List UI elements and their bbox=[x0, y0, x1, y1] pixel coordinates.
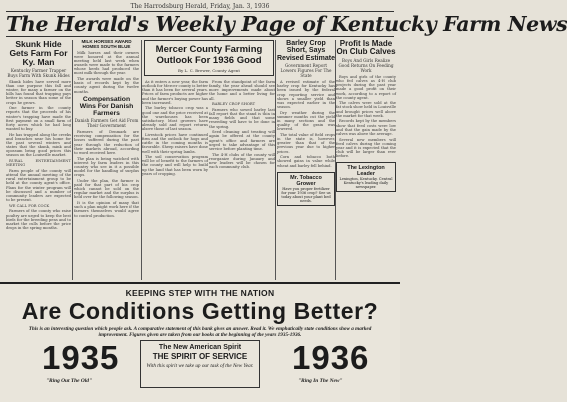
article-body bbox=[142, 80, 208, 176]
article-headline: Profit Is Made On Club Calves bbox=[336, 39, 396, 57]
ring-in-caption: "Ring In The New" bbox=[298, 378, 343, 384]
paragraph: Corn and tobacco both showed gains in value while wheat and barley fell behind. bbox=[277, 155, 335, 168]
article-subhead: Boys And Girls Realize Good Returns On Feeding Work bbox=[338, 57, 394, 73]
ad-kicker: KEEPING STEP WITH THE NATION bbox=[125, 288, 275, 298]
article-subhead: Government Report Lowers Figures For The State bbox=[280, 63, 332, 79]
paragraph: Seed cleaning and treating will again be offered at the county agent's office and farmers are urged to take advantage of this service before planting time. bbox=[209, 130, 275, 151]
paragraph: He has trapped along the creeks and branches near his home for the past several winters and states that the skunk, mink and opossum bring good prices this season on the Louisville market. bbox=[6, 132, 71, 158]
paragraph: The total value of field crops in the state is, however, greater than that of the previous year due to higher prices. bbox=[277, 133, 335, 154]
paragraph: BARLEY CROP SHORT bbox=[212, 102, 256, 107]
article-headline: Compensation Wins For Danish Farmers bbox=[79, 95, 134, 117]
spirit-text: With this spirit we take up our task of the New Year. bbox=[146, 363, 254, 369]
paragraph: From the standpoint of the farm family, the year ahead should see more improvements made about the home and a better living for all. bbox=[209, 80, 275, 101]
ad-headline: Are Conditions Getting Better? bbox=[21, 298, 379, 324]
paragraph: Several new members will feed calves during the coming year and it is expected that the club will be larger than ever before. bbox=[336, 137, 396, 159]
masthead-rule bbox=[6, 36, 394, 37]
article-subhead: Kentucky Farmer Trapper Buys Farm With Skunk Hides bbox=[7, 67, 70, 78]
leader-ad bbox=[336, 162, 396, 192]
article-body bbox=[277, 80, 335, 168]
column-divider bbox=[72, 40, 73, 280]
paragraph: The awards were made on the basis of records kept by the county agent during the twelve months. bbox=[74, 77, 139, 94]
paragraph: It is the opinion of many that such a plan might work here if the farmers themselves would agree to control production. bbox=[74, 201, 139, 218]
column-divider bbox=[275, 40, 276, 280]
article-body bbox=[74, 51, 139, 94]
paragraph: The soil conservation program will be of benefit to the farmers of the county and will help to build up the land that has been worn by years of cropping. bbox=[142, 155, 208, 176]
paragraph: Records kept by the members show that feed costs were low and that the gain made by the calves was above the average. bbox=[336, 119, 396, 136]
paragraph: WE CALL FOR COCK bbox=[9, 203, 50, 208]
paragraph: Farm people of the county will attend the annual meeting of the rural entertainment group to be held at the county agent's office. Plans for the winter program will be discussed and a number of community leaders are expected to be present. bbox=[6, 168, 71, 203]
paragraph: Under the plan, the farmer is paid for that part of his crop which cannot be sold on the regular market and the surplus is held over for the following season. bbox=[74, 178, 139, 200]
paragraph: Dry weather during the summer months cut the yield in many sections and the quality of the grain was lowered. bbox=[277, 110, 335, 132]
paragraph: The calves were sold at the fat stock show held in Louisville and brought prices well above the market for that week. bbox=[336, 101, 397, 118]
ad-headline: The Lexington Leader bbox=[347, 165, 385, 178]
article-headline: Skunk Hide Gets Farm For Ky. Man bbox=[9, 39, 68, 67]
paragraph: Skunk hides have served more than one purpose this fall and winter, for many a farmer on the hills has found that trapping pays better in season than some of the crops he grows. bbox=[6, 79, 71, 105]
paragraph: Boys and girls of the county who fed calves as 4-H club projects during the past year made a good profit on their work, according to a report of the county agent. bbox=[336, 74, 396, 100]
folio-line: The Harrodsburg Herald, Friday, Jan. 3, 1936 bbox=[130, 3, 270, 10]
paragraph: One farmer in the county reports that the proceeds of his winter's trapping have made the first payment on a small farm of forty acres which he had long wanted to buy. bbox=[6, 106, 71, 132]
article-body bbox=[336, 75, 396, 158]
ring-out-caption: "Ring Out The Old" bbox=[46, 378, 92, 384]
ad-body: Have you proper fertilizer for your 1936 crop? See us today about your plant bed needs. bbox=[281, 186, 331, 203]
paragraph: Farmers who sowed barley last fall report that the stand is thin in many fields and that some reseeding will have to be done in the spring. bbox=[209, 107, 275, 129]
paragraph: RURAL ENTERTAINMENT MEETING bbox=[6, 159, 71, 168]
spirit-subtitle: THE SPIRIT OF SERVICE bbox=[152, 352, 248, 361]
paragraph: Farmers of Denmark are receiving compensation for the losses suffered during the past year through the reduction of their markets abroad, according to word received here. bbox=[74, 130, 139, 155]
featured-headline: Mercer County Farming Outlook For 1936 Good bbox=[155, 44, 263, 66]
featured-byline: By L. C. Brewer, County Agent bbox=[178, 68, 240, 73]
paragraph: Milk horses and their owners were honored at the annual meeting held last week when awards were made to the farmers whose herds had produced the most milk through the year. bbox=[74, 50, 139, 76]
article-headline: MILK HORSES AWARD bbox=[81, 39, 132, 44]
year-right: 1936 bbox=[292, 339, 370, 376]
paragraph: Livestock prices have continued firm and the outlook for hogs and cattle in the coming months is favorable. Sheep raisers have done well with their spring lambs. bbox=[142, 132, 208, 154]
spirit-title: The New American Spirit bbox=[158, 344, 242, 351]
article-body bbox=[6, 80, 71, 230]
paragraph: As it enters a new year, the farm outlook for Mercer county is better than it has been for several years. Prices of farm products are higher and the farmer's buying power has been increased. bbox=[142, 80, 208, 105]
tobacco-ad bbox=[277, 172, 335, 206]
featured-headline-box bbox=[144, 40, 274, 76]
article-headline: HOMES SOUTH BLUE bbox=[82, 43, 131, 49]
bank-advertisement bbox=[0, 282, 400, 402]
spirit-box bbox=[140, 340, 260, 388]
paragraph: The plan is being watched with interest by farm leaders in this country who see in it a possible model for the handling of surplus crops. bbox=[74, 156, 139, 178]
paragraph: Farmers of the county who raise poultry are urged to keep the best birds for the breeding pens and to market the culls before the price drops in the spring months. bbox=[6, 209, 71, 230]
paragraph: A revised estimate of the barley crop for Kentucky has been issued by the federal crop reporting service and shows a smaller yield than was expected earlier in the season. bbox=[277, 80, 335, 110]
paragraph: The 4-H clubs of the county will reorganize during January and new leaders will be chosen for each community club. bbox=[209, 152, 275, 169]
ad-lede: This is an interesting question which people ask. A comparative statement of this bank gives an answer. Read it. We emphatically state conditions show a marked improvement. Figures given are taken from our books at the beginning of the years 1935-1936. bbox=[28, 326, 372, 338]
page-masthead: The Herald's Weekly Page of Kentucky Farm News bbox=[6, 12, 567, 36]
article-headline: Barley Crop Short, Says Revised Estimate bbox=[277, 40, 335, 62]
article-body bbox=[74, 130, 139, 218]
ad-body: Lexington, Kentucky. Central Kentucky's leading daily newspaper. bbox=[339, 177, 393, 190]
ad-headline: Mr. Tobacco Grower bbox=[290, 174, 322, 187]
paragraph: The burley tobacco crop was a good one and the price received at the warehouses has been satisfactory. Most growers have already sold and report returns above those of last season. bbox=[142, 106, 208, 132]
year-left: 1935 bbox=[42, 339, 120, 376]
article-body bbox=[209, 80, 275, 169]
article-subhead: Danish Farmers Get Aid From Their Government bbox=[74, 118, 139, 129]
